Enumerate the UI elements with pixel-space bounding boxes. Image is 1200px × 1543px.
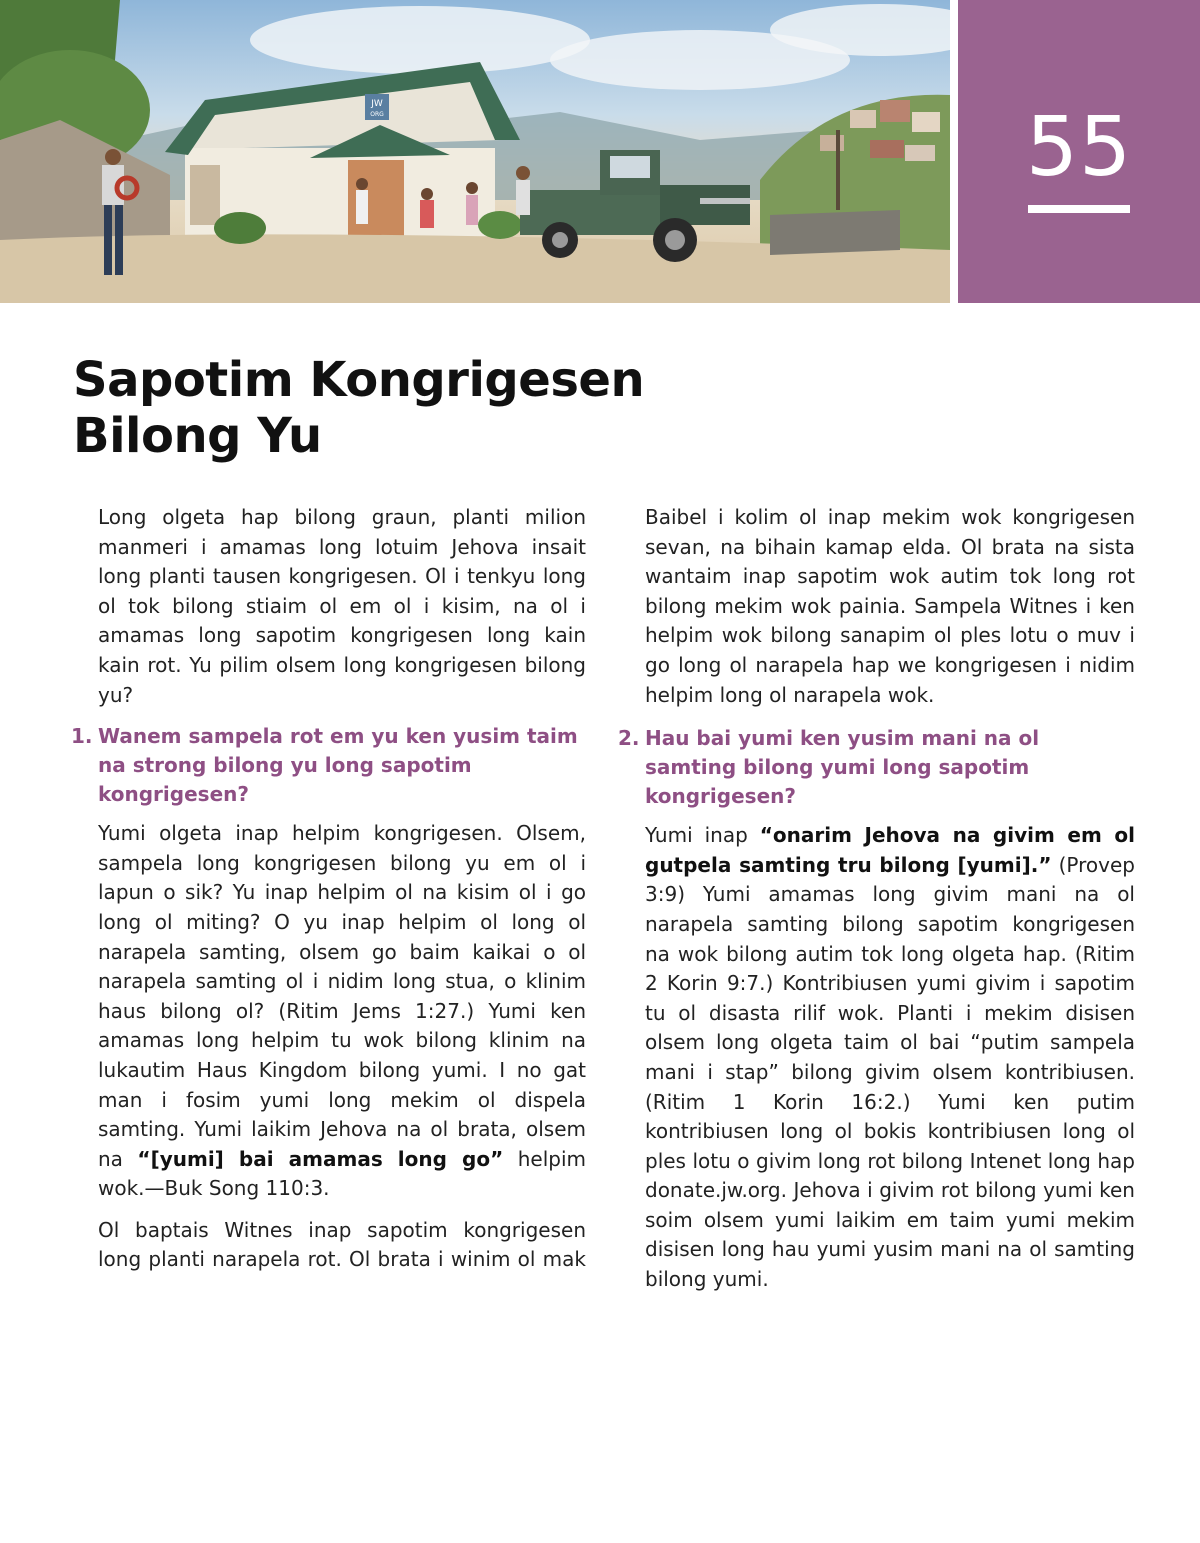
question-2	[618, 724, 1135, 811]
section-1-emphasis: “[yumi] bai amamas long go”	[137, 1146, 504, 1171]
section-2-paragraph-start: Yumi inap	[645, 823, 760, 848]
left-column	[71, 503, 586, 1287]
right-column	[618, 503, 1135, 1307]
page-title	[73, 352, 773, 464]
question-1-number: 1.	[71, 724, 93, 749]
title-line-2: Bilong Yu	[73, 408, 322, 464]
section-2-paragraph-text: (Provep 3:9) Yumi amamas long givim mani na ol narapela samting bilong sapotim kongrigesen na wok bilong autim tok long olgeta hap. (Ritim 2 Korin 9:7.) Kontribiusen yumi givim i sapotim tu ol disasta rilif wok. Planti i mekim disisen olsem long olgeta taim ol bai “putim sampela mani i stap” bilong givim olsem kontribiusen. (Ritim 1 Korin 16:2.) Yumi ken putim kontribiusen long ol bokis kontribiusen long ol ples lotu o givim long rot bilong Intenet long hap donate.jw.org. Jehova i givim rot bilong yumi ken soim olsem yumi laikim em taim yumi mekim disisen long hau yumi yusim mani na ol samting bilong yumi.	[645, 852, 1135, 1292]
section-1-paragraph-2-continued: Baibel i kolim ol inap mekim wok kongrigesen sevan, na bihain kamap elda. Ol brata na sista wantaim inap sapotim wok autim tok long rot bilong mekim wok painia. Sampela Witnes i ken helpim wok bilong sanapim ol ples lotu o muv i go long ol narapela hap we kongrigesen i nidim helpim long ol narapela wok.	[645, 505, 1135, 707]
question-1-text: Wanem sampela rot em yu ken yusim taim na strong bilong yu long sapotim kongrigesen?	[98, 724, 578, 807]
org-sign-text: ORG	[370, 111, 384, 118]
lesson-number-underline	[1028, 205, 1130, 213]
intro-paragraph: Long olgeta hap bilong graun, planti milion manmeri i amamas long lotuim Jehova insait long planti tausen kongrigesen. Ol i tenkyu long ol tok bilong stiaim ol em ol i kisim, na ol i amamas long sapotim kongrigesen long kain kain rot. Yu pilim olsem long kongrigesen bilong yu?	[98, 505, 586, 707]
jw-sign-text: JW	[371, 99, 383, 109]
kingdom-hall-scene	[0, 0, 950, 303]
header-illustration	[0, 0, 950, 303]
section-1-paragraph-1-text: Yumi olgeta inap helpim kongrigesen. Olsem, sampela long kongrigesen bilong yu em ol i lapun o sik? Yu inap helpim ol na kisim ol i go long ol miting? O yu inap helpim ol long ol narapela samting, olsem go baim kaikai o ol narapela samting ol i nidim long stua, o klinim haus bilong ol? (Ritim Jems 1:27.) Yumi ken amamas long helpim tu wok bilong klinim na lukautim Haus Kingdom bilong yumi. I no gat man i fosim yumi long mekim ol dispela samting. Yumi laikim Jehova na ol brata, olsem na	[98, 821, 586, 1171]
section-1-paragraph-1-end: helpim wok.—Buk Song 110:3.	[98, 1146, 586, 1201]
section-1-paragraph-2: Ol baptais Witnes inap sapotim kongrigesen long planti narapela rot. Ol brata i winim ol mak	[98, 1217, 586, 1272]
lesson-number: 55	[1025, 100, 1133, 195]
question-1	[71, 722, 586, 809]
question-2-text: Hau bai yumi ken yusim mani na ol samting bilong yumi long sapotim kongrigesen?	[645, 726, 1040, 809]
lesson-number-box	[958, 0, 1200, 303]
title-line-1: Sapotim Kongrigesen	[73, 352, 645, 408]
section-2-emphasis: “onarim Jehova na givim em ol gutpela samting tru bilong [yumi].”	[645, 823, 1135, 877]
section-2-paragraph	[645, 821, 1135, 1295]
question-2-number: 2.	[618, 726, 640, 751]
section-1-paragraph-1	[98, 819, 586, 1204]
